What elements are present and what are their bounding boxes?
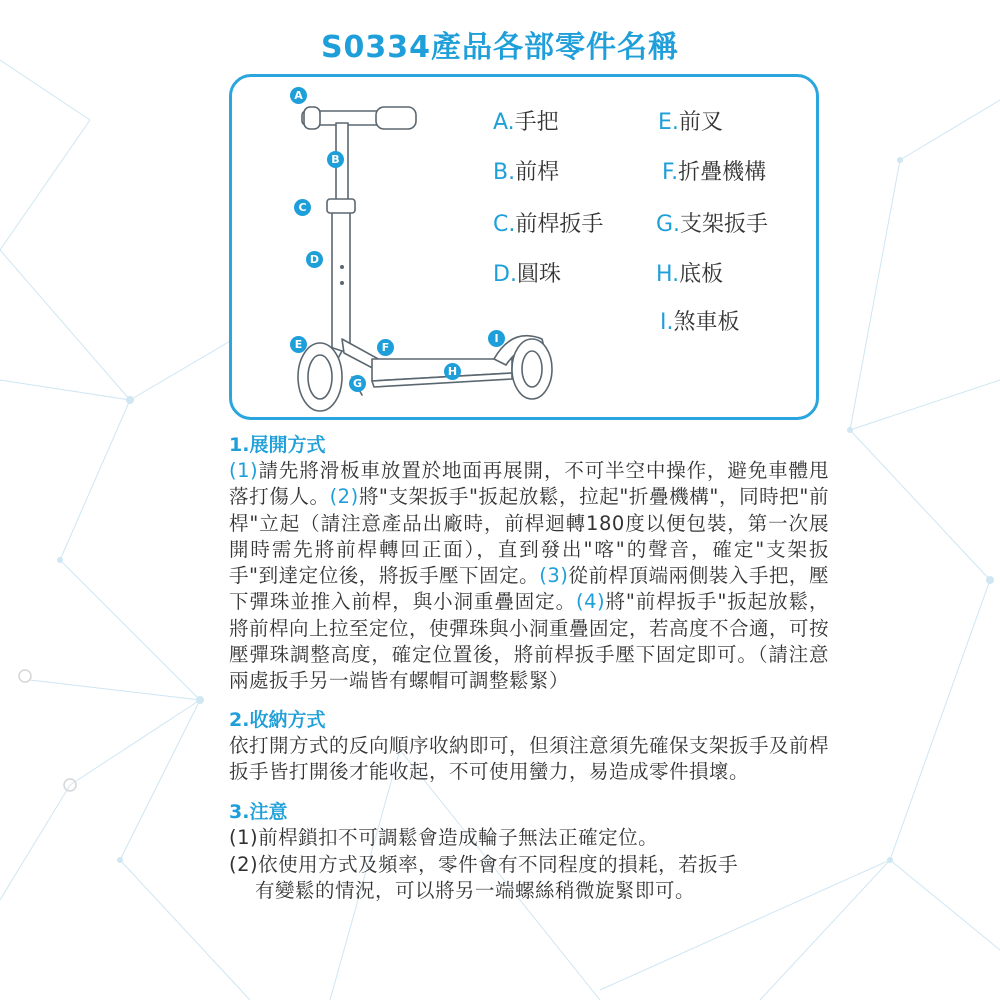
instructions [229, 432, 829, 904]
part-label-c: C.前桿扳手 [493, 212, 604, 237]
section2-text: 依打開方式的反向順序收納即可，但須注意須先確保支架扳手及前桿扳手皆打開後才能收起，不可使用蠻力，易造成零件損壞。 [229, 733, 830, 783]
part-label-b: B.前桿 [493, 160, 560, 185]
marker-g: G [349, 375, 366, 392]
marker-a: A [290, 87, 307, 104]
part-label-i: I.煞車板 [660, 310, 740, 335]
marker-b: B [327, 151, 344, 168]
note-1: (1)前桿鎖扣不可調鬆會造成輪子無法正確定位。 [229, 826, 659, 850]
marker-f: F [377, 339, 394, 356]
section3-title: 3.注意 [229, 801, 288, 824]
page-title: S0334產品各部零件名稱 [320, 30, 680, 65]
section2-title: 2.收納方式 [229, 708, 326, 731]
part-label-a: A.手把 [493, 110, 559, 135]
section1-text: (1)請先將滑板車放置於地面再展開，不可半空中操作，避免車體甩落打傷人。(2)將"支架扳手"扳起放鬆，拉起"折疊機構"，同時把"前桿"立起（請注意產品出廠時，前桿迴轉180度以便包裝，第一次展開時需先將前桿轉回正面），直到發出"喀"的聲音，確定"支架扳手"到達定位後，將扳手壓下固定。(3)從前桿頂端兩側裝入手把，壓下彈珠並推入前桿，與小洞重疊固定。(4)將"前桿扳手"扳起放鬆，將前桿向上拉至定位，使彈珠與小洞重疊固定，若高度不合適，可按壓彈珠調整高度，確定位置後，將前桿扳手壓下固定即可。（請注意兩處扳手另一端皆有螺帽可調整鬆緊） [229, 459, 830, 693]
marker-h: H [444, 363, 461, 380]
marker-i: I [488, 330, 505, 347]
part-label-f: F.折疊機構 [662, 160, 767, 185]
part-label-e: E.前叉 [658, 110, 723, 135]
marker-c: C [294, 199, 311, 216]
parts-diagram-box [229, 74, 819, 420]
note-2: (2)依使用方式及頻率，零件會有不同程度的損耗，若扳手 [229, 852, 739, 876]
marker-e: E [290, 336, 307, 353]
part-label-d: D.圓珠 [493, 262, 561, 287]
part-label-g: G.支架扳手 [656, 212, 769, 237]
note-2-continued: 有變鬆的情況，可以將另一端螺絲稍微旋緊即可。 [255, 878, 696, 902]
part-label-h: H.底板 [656, 262, 724, 287]
section1-title: 1.展開方式 [229, 434, 326, 456]
marker-d: D [306, 251, 323, 268]
